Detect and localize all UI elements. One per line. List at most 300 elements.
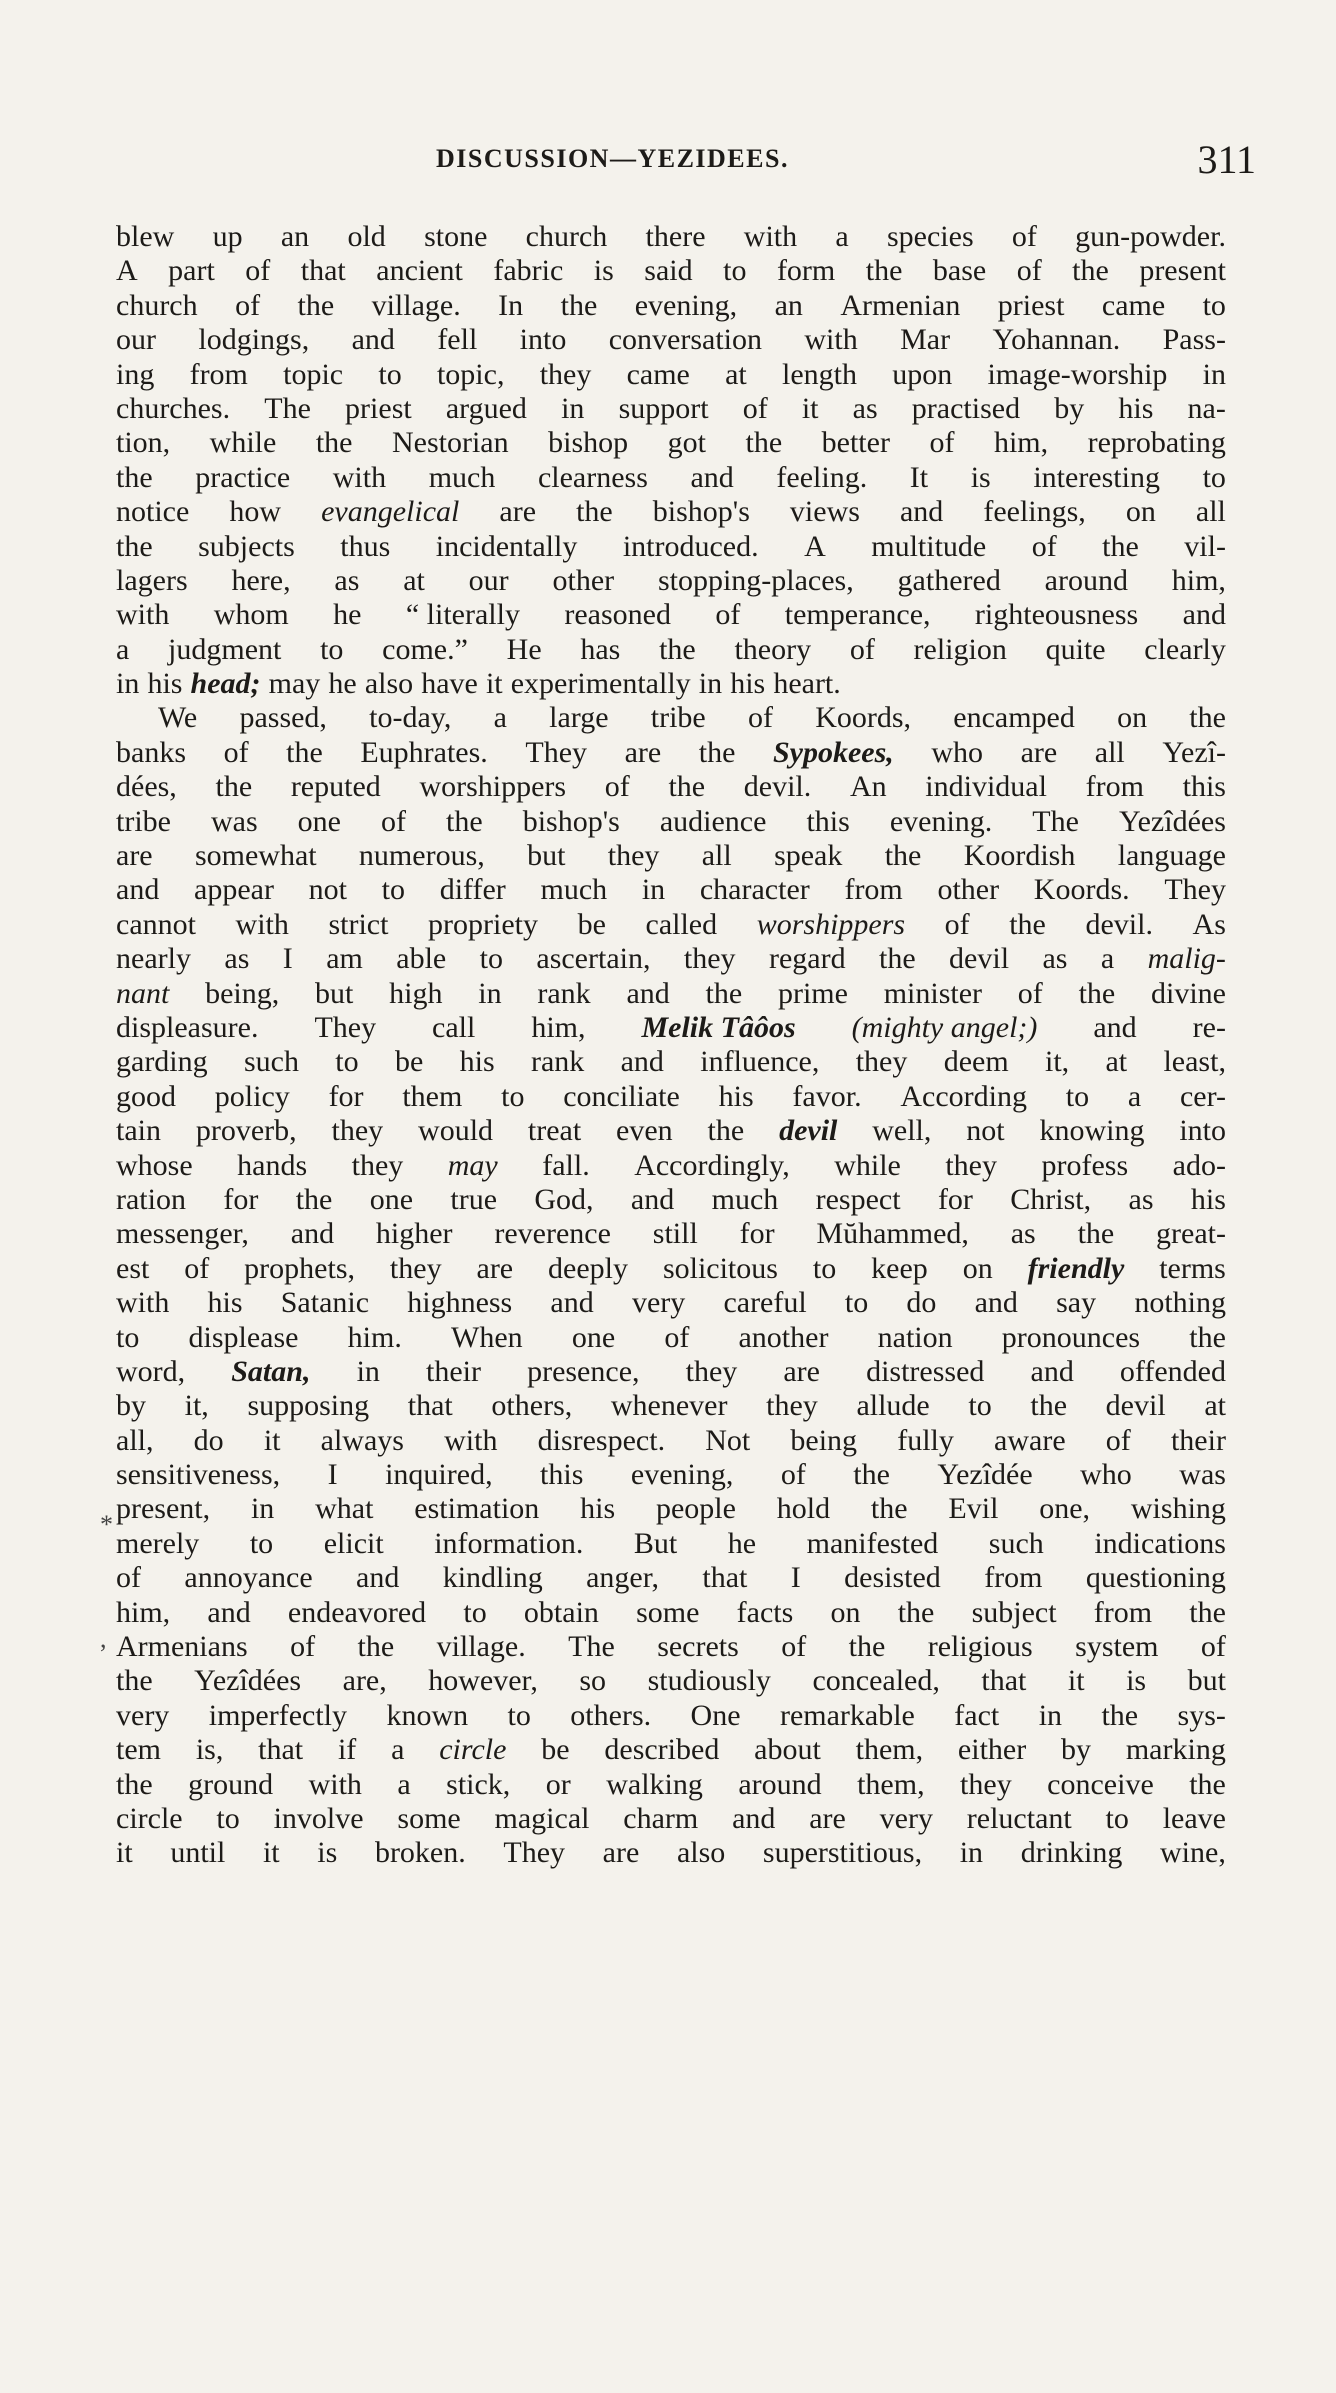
word: careful: [723, 1286, 807, 1320]
word: people: [655, 1492, 736, 1526]
word: are: [783, 1354, 820, 1388]
word: not: [308, 873, 347, 907]
text-line: [116, 839, 1226, 873]
word: reputed: [290, 770, 381, 804]
word: knowing: [1039, 1114, 1145, 1148]
word: thus: [340, 529, 391, 563]
word: views: [789, 495, 860, 529]
word: by: [1054, 391, 1085, 425]
word: to: [507, 1698, 531, 1732]
word: terms: [1159, 1251, 1226, 1285]
word: his: [1118, 391, 1154, 425]
word: the: [297, 288, 335, 322]
word: them,: [857, 1767, 925, 1801]
word: and: [630, 1182, 675, 1216]
word: encamped: [953, 701, 1075, 735]
word: his: [459, 1045, 495, 1079]
word: they: [945, 1148, 997, 1182]
word: When: [451, 1320, 523, 1354]
word: they: [351, 1148, 404, 1182]
text-line: [116, 701, 1226, 735]
word: fall.: [542, 1148, 590, 1182]
word: evening.: [889, 804, 993, 838]
word: word,: [116, 1354, 186, 1388]
word: they: [683, 942, 736, 976]
word: Melik Tâôos: [641, 1010, 796, 1044]
text-line: [116, 1527, 1226, 1561]
word: bishop's: [522, 804, 620, 838]
word: studiously: [647, 1664, 771, 1698]
word: and: [1182, 598, 1226, 632]
word: that: [702, 1561, 748, 1595]
word: are,: [342, 1664, 387, 1698]
word: appear: [194, 873, 274, 907]
word: the: [1189, 1320, 1226, 1354]
text-line: [116, 1664, 1226, 1698]
word: deem: [943, 1045, 1009, 1079]
word: the: [1189, 1767, 1226, 1801]
word: practised: [911, 391, 1021, 425]
word: of: [1011, 220, 1037, 253]
word: to-day,: [369, 701, 452, 735]
word: They: [314, 1010, 377, 1044]
word: the: [357, 1630, 395, 1664]
text-line: [116, 1183, 1226, 1217]
word: on: [962, 1251, 993, 1285]
text-line: [116, 289, 1226, 323]
word: do: [906, 1286, 937, 1320]
word: is: [317, 1836, 338, 1870]
word: called: [645, 907, 718, 941]
word: questioning: [1085, 1561, 1226, 1595]
word: it: [263, 1423, 281, 1457]
word: to: [1065, 1079, 1090, 1113]
word: broken.: [374, 1836, 466, 1870]
word: from: [984, 1561, 1043, 1595]
text-line: [116, 530, 1226, 564]
word: part: [168, 254, 215, 288]
text-line: [116, 1286, 1226, 1320]
word: him,: [1171, 563, 1226, 597]
word: with: [332, 460, 387, 494]
word: somewhat: [194, 839, 317, 873]
word: species: [886, 220, 974, 253]
word: fell: [437, 323, 478, 357]
word: support: [618, 391, 709, 425]
word: the: [1189, 701, 1226, 735]
word: gun-powder.: [1075, 220, 1226, 253]
word: with: [235, 907, 289, 941]
text-line: [116, 1114, 1226, 1148]
word: tribe: [650, 701, 706, 735]
word: highness: [407, 1286, 513, 1320]
word: our: [468, 563, 509, 597]
word: from: [1085, 770, 1144, 804]
word: to: [116, 1320, 140, 1354]
word: of: [235, 288, 261, 322]
word: of: [604, 770, 630, 804]
word: was: [211, 804, 258, 838]
word: is: [593, 254, 614, 288]
word: length: [781, 357, 857, 391]
word: to: [1202, 460, 1226, 494]
word: bishop: [548, 426, 629, 460]
word: with: [743, 220, 798, 253]
word: with: [444, 1423, 498, 1457]
word: treat: [527, 1114, 582, 1148]
word: the: [1102, 529, 1139, 563]
word: clearness: [537, 460, 648, 494]
word: their: [426, 1354, 481, 1388]
word: the: [1189, 1595, 1226, 1629]
word: got: [667, 426, 706, 460]
word: to: [479, 942, 503, 976]
word: are: [116, 839, 153, 873]
word: the: [560, 288, 598, 322]
word: they: [766, 1389, 818, 1423]
word: with: [804, 323, 858, 357]
word: it,: [1044, 1045, 1070, 1079]
word: vil-: [1184, 529, 1226, 563]
word: much: [540, 873, 608, 907]
word: whose: [116, 1148, 193, 1182]
word: Satanic: [280, 1286, 370, 1320]
word: reasoned: [564, 598, 671, 632]
word: Armenians: [116, 1630, 248, 1664]
text-line: [116, 1424, 1226, 1458]
word: inquired,: [385, 1458, 493, 1492]
word: and: [620, 1045, 664, 1079]
word: large: [549, 701, 609, 735]
word: present: [1139, 254, 1226, 288]
text-line: [116, 1492, 1226, 1526]
word: evening,: [630, 1458, 734, 1492]
word: from: [1093, 1595, 1153, 1629]
word: all: [701, 839, 732, 873]
word: who: [1080, 1458, 1132, 1492]
text-line: [116, 908, 1226, 942]
word: while: [209, 426, 277, 460]
word: and: [290, 1217, 335, 1251]
word: devil: [779, 1114, 838, 1148]
word: topic,: [436, 357, 505, 391]
word: Nestorian: [391, 426, 509, 460]
word: in: [356, 1354, 380, 1388]
word: very: [116, 1698, 170, 1732]
word: displeasure.: [116, 1010, 259, 1044]
word: for: [328, 1079, 364, 1113]
word: at: [1204, 1389, 1226, 1423]
word: all: [1195, 495, 1226, 529]
word: by: [1061, 1733, 1092, 1767]
word: ration: [116, 1182, 186, 1216]
word: Armenian: [840, 288, 961, 322]
word: him,: [531, 1010, 586, 1044]
word: his: [718, 1079, 754, 1113]
word: old: [347, 220, 386, 253]
word: from: [189, 357, 248, 391]
word: of: [290, 1630, 316, 1664]
word: of: [747, 701, 773, 735]
word: has: [580, 632, 621, 666]
word: the: [215, 770, 253, 804]
word: it,: [184, 1389, 209, 1423]
word: in: [116, 667, 140, 701]
word: and: [356, 1561, 400, 1595]
word: upon: [892, 357, 953, 391]
word: said: [644, 254, 693, 288]
word: Satan,: [231, 1354, 311, 1388]
word: village.: [371, 288, 461, 322]
word: the: [865, 254, 903, 288]
word: annoyance: [184, 1561, 313, 1595]
word: of: [223, 735, 249, 769]
word: and: [974, 1286, 1018, 1320]
running-head: DISCUSSION—YEZIDEES.: [436, 144, 789, 173]
word: other: [552, 563, 615, 597]
word: true: [450, 1182, 498, 1216]
word: if: [337, 1733, 357, 1767]
word: are: [624, 735, 662, 769]
word: I: [327, 1458, 338, 1492]
word: Not: [705, 1423, 751, 1457]
word: ascertain,: [536, 942, 651, 976]
word: nothing: [1134, 1286, 1226, 1320]
word: his: [207, 1286, 243, 1320]
word: is,: [195, 1733, 224, 1767]
word: this: [806, 804, 850, 838]
word: They: [503, 1836, 566, 1870]
word: the: [668, 770, 706, 804]
word: individual: [925, 770, 1047, 804]
word: this: [540, 1458, 584, 1492]
word: that: [407, 1389, 453, 1423]
text-line: [116, 1252, 1226, 1286]
word: wine,: [1160, 1836, 1226, 1870]
word: a: [116, 632, 130, 666]
word: system: [1075, 1630, 1159, 1664]
word: conversation: [608, 323, 762, 357]
word: in: [1038, 1698, 1063, 1732]
word: theory: [734, 632, 812, 666]
word: come.”: [382, 632, 468, 666]
word: devil.: [743, 770, 812, 804]
word: allude: [856, 1389, 930, 1423]
word: Koords.: [1033, 873, 1130, 907]
word: what: [315, 1492, 374, 1526]
word: they: [607, 839, 660, 873]
word: desisted: [844, 1561, 941, 1595]
text-line: [116, 805, 1226, 839]
word: Yezîdées: [194, 1664, 302, 1698]
word: for: [739, 1217, 775, 1251]
word: so: [579, 1664, 607, 1698]
word: whenever: [610, 1389, 728, 1423]
word: stopping-places,: [657, 563, 854, 597]
word: here,: [231, 563, 291, 597]
word: may: [268, 667, 321, 701]
text-line: [116, 1630, 1226, 1664]
word: all,: [116, 1423, 154, 1457]
word: displease: [188, 1320, 299, 1354]
word: always: [320, 1423, 404, 1457]
word: walking: [606, 1767, 703, 1801]
word: or: [545, 1767, 571, 1801]
word: into: [519, 323, 567, 357]
word: A: [804, 529, 826, 563]
word: the: [295, 1182, 333, 1216]
word: Christ,: [1010, 1182, 1092, 1216]
word: his: [580, 1492, 616, 1526]
word: a: [391, 1733, 405, 1767]
word: not: [966, 1114, 1005, 1148]
word: be: [577, 907, 606, 941]
word: to: [844, 1286, 869, 1320]
word: the: [1078, 976, 1116, 1010]
word: up: [212, 220, 243, 253]
word: and: [899, 495, 944, 529]
word: multitude: [871, 529, 987, 563]
word: in: [250, 1492, 275, 1526]
word: magical: [494, 1801, 590, 1835]
text-line: [116, 1389, 1226, 1423]
word: Yezî-: [1162, 735, 1226, 769]
word: judgment: [168, 632, 282, 666]
word: notice: [116, 495, 190, 529]
word: devil: [1105, 1389, 1166, 1423]
word: as: [1010, 1217, 1036, 1251]
word: able: [396, 942, 447, 976]
word: evening,: [634, 288, 738, 322]
word: him,: [116, 1595, 171, 1629]
word: A: [116, 254, 138, 288]
word: temperance,: [784, 598, 931, 632]
word: hold: [776, 1492, 831, 1526]
word: with: [116, 598, 170, 632]
text-line: [116, 1596, 1226, 1630]
word: and: [690, 460, 734, 494]
word: the: [848, 1630, 886, 1664]
word: him.: [347, 1320, 402, 1354]
word: on: [830, 1595, 861, 1629]
word: ground: [188, 1767, 274, 1801]
word: minister: [883, 976, 983, 1010]
word: their: [1170, 1423, 1226, 1457]
word: the: [698, 735, 736, 769]
word: est: [116, 1251, 150, 1285]
word: We: [158, 701, 198, 735]
word: deeply: [548, 1251, 629, 1285]
text-line: [116, 598, 1226, 632]
word: of: [715, 598, 741, 632]
word: cer-: [1179, 1079, 1226, 1113]
word: righteousness: [974, 598, 1139, 632]
word: nearly: [116, 942, 191, 976]
text-line: [116, 1045, 1226, 1079]
word: reprobating: [1087, 426, 1226, 460]
word: of: [1017, 976, 1043, 1010]
text-line: [116, 633, 1226, 667]
word: (mighty angel;): [851, 1010, 1038, 1044]
word: respect: [815, 1182, 901, 1216]
word: messenger,: [116, 1217, 249, 1251]
word: others.: [570, 1698, 652, 1732]
word: ancient: [376, 254, 463, 288]
text-line: [116, 254, 1226, 288]
word: obtain: [523, 1595, 599, 1629]
word: it: [1067, 1664, 1085, 1698]
word: others,: [491, 1389, 573, 1423]
word: According: [900, 1079, 1027, 1113]
text-line: [116, 1217, 1226, 1251]
word: But: [633, 1526, 678, 1560]
word: this: [1182, 770, 1226, 804]
word: known: [386, 1698, 469, 1732]
word: who: [931, 735, 984, 769]
word: of: [664, 1320, 690, 1354]
word: they: [389, 1251, 442, 1285]
word: but: [1187, 1664, 1226, 1698]
word: still: [652, 1217, 698, 1251]
word: The: [1032, 804, 1079, 838]
text-line: [116, 1321, 1226, 1355]
word: came: [626, 357, 690, 391]
word: Euphrates.: [360, 735, 488, 769]
word: very: [631, 1286, 686, 1320]
word: much: [711, 1182, 779, 1216]
word: the: [576, 495, 613, 529]
word: wishing: [1130, 1492, 1226, 1526]
word: to: [812, 1251, 837, 1285]
word: clearly: [1144, 632, 1226, 666]
word: re-: [1192, 1010, 1226, 1044]
word: “ literally: [405, 598, 520, 632]
word: while: [834, 1148, 901, 1182]
word: Yezîdée: [937, 1458, 1033, 1492]
word: drinking: [1020, 1836, 1123, 1870]
word: do: [193, 1423, 224, 1457]
word: and: [116, 873, 160, 907]
word: malig-: [1147, 942, 1226, 976]
word: very: [879, 1801, 933, 1835]
word: tion,: [116, 426, 171, 460]
word: in: [1202, 357, 1226, 391]
word: experimentally: [510, 667, 691, 701]
word: fully: [897, 1423, 954, 1457]
word: differ: [439, 873, 506, 907]
word: disrespect.: [537, 1423, 666, 1457]
word: incidentally: [435, 529, 578, 563]
word: passed,: [239, 701, 327, 735]
word: to: [320, 632, 344, 666]
text-line: [116, 323, 1226, 357]
word: the: [446, 804, 483, 838]
word: about: [754, 1733, 821, 1767]
word: hands: [237, 1148, 308, 1182]
word: nation: [877, 1320, 953, 1354]
word: however,: [428, 1664, 538, 1698]
word: circle: [116, 1801, 183, 1835]
word: at: [725, 357, 747, 391]
word: his: [147, 667, 183, 701]
word: practice: [195, 460, 291, 494]
word: kindling: [442, 1561, 543, 1595]
word: fabric: [493, 254, 564, 288]
word: even: [616, 1114, 673, 1148]
word: He: [506, 632, 542, 666]
word: strict: [328, 907, 389, 941]
word: cannot: [116, 907, 196, 941]
